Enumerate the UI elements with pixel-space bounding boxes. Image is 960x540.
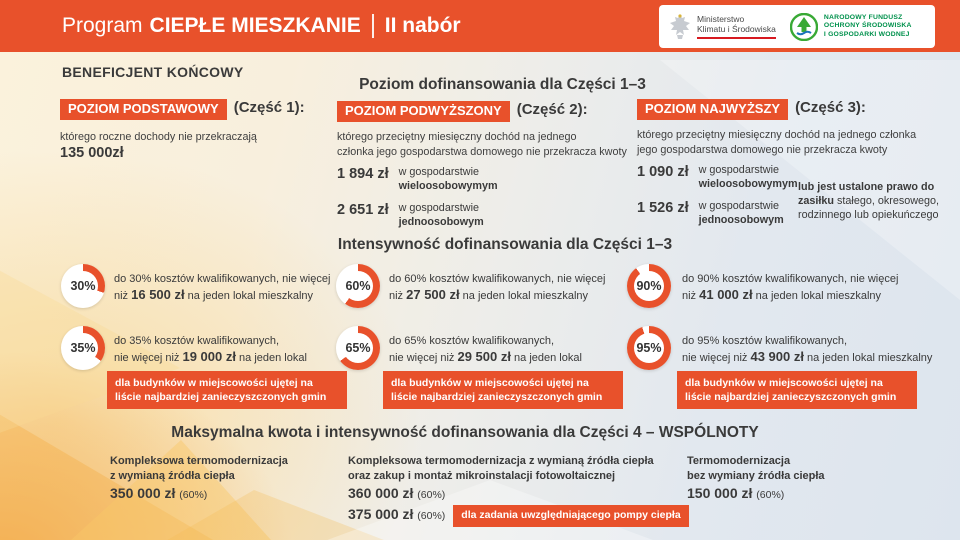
level-raised-badge: POZIOM PODWYŻSZONY xyxy=(337,101,510,122)
donut-95-percent xyxy=(627,326,671,370)
income-unit-type: jednoosobowym xyxy=(398,215,484,228)
benefit-right-note xyxy=(798,180,960,222)
level-basic-badge: POZIOM PODSTAWOWY xyxy=(60,99,227,120)
beneficiary-heading: BENEFICJENT KOŃCOWY xyxy=(62,64,244,80)
donut-95-label: 95% xyxy=(634,333,664,363)
ministry-logo-text xyxy=(697,14,776,39)
income-unit-prefix: w gospodarstwie xyxy=(398,166,480,179)
level-basic-part: (Część 1): xyxy=(233,99,305,116)
polluted-municipalities-note: dla budynków w miejscowości ujętej na liście najbardziej zanieczyszczonych gmin xyxy=(677,371,917,409)
intensity-item-90 xyxy=(682,272,898,304)
ministry-line2: Klimatu i Środowiska xyxy=(697,24,776,34)
level-raised-block xyxy=(337,101,627,229)
nfos-line3: I GOSPODARKI WODNEJ xyxy=(823,30,910,38)
income-unit-type: jednoosobowym xyxy=(698,213,784,226)
intensity-line1: do 95% kosztów kwalifikowanych, xyxy=(682,335,848,347)
intensity-line1: do 30% kosztów kwalifikowanych, nie więcej xyxy=(114,273,331,285)
community-col2-line2: oraz zakup i montaż mikroinstalacji fotowoltaicznej xyxy=(348,470,616,482)
nfos-line1: NARODOWY FUNDUSZ xyxy=(823,14,903,22)
intensity-line1: do 60% kosztów kwalifikowanych, nie więcej xyxy=(389,273,606,285)
benefit-note-rest: stałego, okresowego, rodzinnego lub opiekuńczego xyxy=(798,195,940,221)
intensity-line1: do 90% kosztów kwalifikowanych, nie więcej xyxy=(682,273,899,285)
eagle-emblem-icon xyxy=(669,13,691,41)
donut-35-label: 35% xyxy=(68,333,98,363)
community-section-heading: Maksymalna kwota i intensywność dofinansowania dla Części 4 – WSPÓLNOTY xyxy=(171,424,759,441)
level-basic-desc: którego roczne dochody nie przekraczają xyxy=(60,131,257,144)
community-col2 xyxy=(348,454,689,527)
intensity-line2: nie więcej niż 29 500 zł na jeden lokal xyxy=(389,349,582,364)
ministry-line1: Ministerstwo xyxy=(697,14,745,24)
donut-90-label: 90% xyxy=(634,271,664,301)
community-col2-line1: Kompleksowa termomodernizacja z wymianą źródła ciepła xyxy=(348,455,654,467)
community-col1-line1: Kompleksowa termomodernizacja xyxy=(110,455,288,467)
program-name: CIEPŁE MIESZKANIE xyxy=(149,14,361,37)
intensity-section-heading: Intensywność dofinansowania dla Części 1–3 xyxy=(337,236,673,253)
level-raised-desc2: członka jego gospodarstwa domowego nie przekracza kwoty xyxy=(337,145,627,158)
intensity-item-60 xyxy=(389,272,605,304)
tree-emblem-icon xyxy=(790,13,818,41)
community-col3 xyxy=(687,454,825,503)
level-highest-desc1: którego przeciętny miesięczny dochód na jednego członka xyxy=(637,129,917,142)
donut-65-percent xyxy=(336,326,380,370)
heat-pump-badge: dla zadania uwzględniającego pompy ciepła xyxy=(453,505,688,527)
polluted-municipalities-note: dla budynków w miejscowości ujętej na liście najbardziej zanieczyszczonych gmin xyxy=(383,371,623,409)
donut-30-percent xyxy=(61,264,105,308)
intensity-line1: do 65% kosztów kwalifikowanych, xyxy=(389,335,555,347)
nfos-line2: OCHRONY ŚRODOWISKA xyxy=(823,22,912,30)
page-title xyxy=(62,14,461,38)
intensity-line2: niż 27 500 zł na jeden lokal mieszkalny xyxy=(389,287,589,302)
income-unit-type: wieloosobowymym xyxy=(398,179,498,192)
logos-panel xyxy=(659,5,935,48)
intensity-item-65 xyxy=(389,334,582,366)
intensity-line1: do 35% kosztów kwalifikowanych, xyxy=(114,335,280,347)
income-unit-prefix: w gospodarstwie xyxy=(398,202,480,215)
intensity-item-95 xyxy=(682,334,932,366)
program-word: Program xyxy=(62,14,143,37)
donut-90-percent xyxy=(627,264,671,308)
levels-section-heading: Poziom dofinansowania dla Części 1–3 xyxy=(359,76,646,93)
donut-30-label: 30% xyxy=(68,271,98,301)
intensity-item-30 xyxy=(114,272,330,304)
income-amount: 2 651 zł xyxy=(337,202,389,219)
header-bar xyxy=(0,0,960,52)
community-col1 xyxy=(110,454,288,503)
donut-35-percent xyxy=(61,326,105,370)
donut-60-percent xyxy=(336,264,380,308)
level-highest-badge: POZIOM NAJWYŻSZY xyxy=(637,99,788,120)
level-basic-block xyxy=(60,99,330,161)
edition-label: II nabór xyxy=(384,14,461,37)
income-unit-prefix: w gospodarstwie xyxy=(698,164,780,177)
community-col2-amount2: 375 000 zł (60%) dla zadania uwzględniającego pompy ciepła xyxy=(348,505,689,527)
level-raised-part: (Część 2): xyxy=(516,101,588,118)
intensity-line2: nie więcej niż 19 000 zł na jeden lokal xyxy=(114,349,307,364)
community-col2-amount1: 360 000 zł (60%) xyxy=(348,485,446,501)
community-col1-line2: z wymianą źródła ciepła xyxy=(110,470,235,482)
income-row xyxy=(337,166,627,193)
community-col3-line1: Termomodernizacja xyxy=(687,455,791,467)
income-row xyxy=(637,164,798,191)
level-highest-desc2: jego gospodarstwa domowego nie przekracza kwoty xyxy=(637,143,888,156)
polluted-municipalities-note: dla budynków w miejscowości ujętej na liście najbardziej zanieczyszczonych gmin xyxy=(107,371,347,409)
level-raised-desc1: którego przeciętny miesięczny dochód na jednego xyxy=(337,131,577,144)
benefit-note-bold: lub jest ustalone prawo do zasiłku xyxy=(798,181,935,207)
income-amount: 1 526 zł xyxy=(637,200,689,217)
intensity-item-35 xyxy=(114,334,307,366)
income-amount: 1 090 zł xyxy=(637,164,689,181)
intensity-line2: nie więcej niż 43 900 zł na jeden lokal mieszkalny xyxy=(682,349,933,364)
income-row xyxy=(337,202,627,229)
nfosigw-logo xyxy=(790,13,912,41)
level-highest-part: (Część 3): xyxy=(795,99,866,116)
level-basic-amount: 135 000zł xyxy=(60,144,124,161)
income-amount: 1 894 zł xyxy=(337,166,389,183)
donut-60-label: 60% xyxy=(343,271,373,301)
intensity-line2: niż 16 500 zł na jeden lokal mieszkalny xyxy=(114,287,314,302)
income-unit-prefix: w gospodarstwie xyxy=(698,200,780,213)
community-col3-amount: 150 000 zł (60%) xyxy=(687,485,785,501)
community-col1-amount: 350 000 zł (60%) xyxy=(110,485,208,501)
title-divider xyxy=(372,14,374,38)
community-col3-line2: bez wymiany źródła ciepła xyxy=(687,470,825,482)
income-row xyxy=(637,200,787,227)
nfosigw-logo-text xyxy=(824,14,912,39)
intensity-line2: niż 41 000 zł na jeden lokal mieszkalny xyxy=(682,287,882,302)
ministry-logo xyxy=(669,13,776,41)
income-unit-type: wieloosobowymym xyxy=(698,177,798,190)
donut-65-label: 65% xyxy=(343,333,373,363)
ministry-red-underline xyxy=(697,37,776,39)
